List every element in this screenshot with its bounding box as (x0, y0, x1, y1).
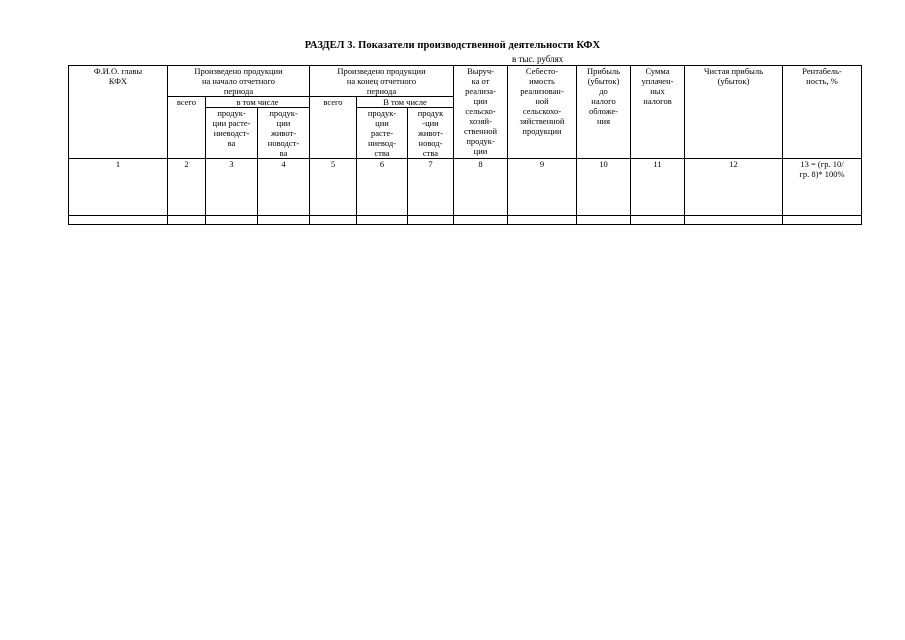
column-number: 11 (631, 159, 685, 216)
header-profitability: Рентабель- ность, % (783, 66, 862, 159)
empty-cell[interactable] (408, 216, 454, 225)
header-taxes-paid: Сумма уплачен- ных налогов (631, 66, 685, 159)
column-number: 6 (357, 159, 408, 216)
empty-cell[interactable] (357, 216, 408, 225)
column-number: 8 (454, 159, 508, 216)
column-number: 9 (508, 159, 577, 216)
empty-cell[interactable] (685, 216, 783, 225)
header-total-start: всего (168, 97, 206, 159)
column-number: 2 (168, 159, 206, 216)
column-number: 1 (69, 159, 168, 216)
column-number-row (69, 159, 862, 216)
empty-cell[interactable] (454, 216, 508, 225)
empty-cell[interactable] (258, 216, 310, 225)
header-net-profit: Чистая прибыль (убыток) (685, 66, 783, 159)
column-number: 7 (408, 159, 454, 216)
column-number: 10 (577, 159, 631, 216)
column-number-formula: 13 = (гр. 10/ гр. 8)* 100% (783, 159, 862, 216)
header-livestock-end: продук -ции живот- новод- ства (408, 108, 454, 159)
empty-cell[interactable] (168, 216, 206, 225)
empty-cell[interactable] (310, 216, 357, 225)
header-production-end: Произведено продукции на конец отчетного периода (310, 66, 454, 97)
header-cost: Себесто- имость реализован- ной сельскохо- зяйственной продукции (508, 66, 577, 159)
column-number: 3 (206, 159, 258, 216)
empty-cell[interactable] (508, 216, 577, 225)
header-revenue: Выруч- ка от реализа- ции сельско- хозяй- ственной продук- ции (454, 66, 508, 159)
empty-cell[interactable] (783, 216, 862, 225)
header-crop-end: продук- ции расте- ниевод- ства (357, 108, 408, 159)
header-row-1 (69, 66, 862, 97)
column-number: 4 (258, 159, 310, 216)
header-including-end: В том числе (357, 97, 454, 108)
units-note: в тыс. рублях (512, 54, 564, 64)
header-profit-pre-tax: Прибыль (убыток) до налого обложе- ния (577, 66, 631, 159)
section-title: РАЗДЕЛ 3. Показатели производственной деятельности КФХ (304, 40, 601, 51)
empty-cell[interactable] (577, 216, 631, 225)
empty-cell[interactable] (69, 216, 168, 225)
empty-cell[interactable] (631, 216, 685, 225)
header-fio: Ф.И.О. главы КФХ (69, 66, 168, 159)
header-livestock-start: продук- ции живот- новодст- ва (258, 108, 310, 159)
header-including-start: в том числе (206, 97, 310, 108)
empty-cell[interactable] (206, 216, 258, 225)
production-table (68, 65, 862, 225)
column-number: 5 (310, 159, 357, 216)
header-crop-start: продук- ции расте- ниеводст- ва (206, 108, 258, 159)
header-total-end: всего (310, 97, 357, 159)
header-production-start: Произведено продукции на начало отчетного периода (168, 66, 310, 97)
empty-data-row (69, 216, 862, 225)
column-number: 12 (685, 159, 783, 216)
